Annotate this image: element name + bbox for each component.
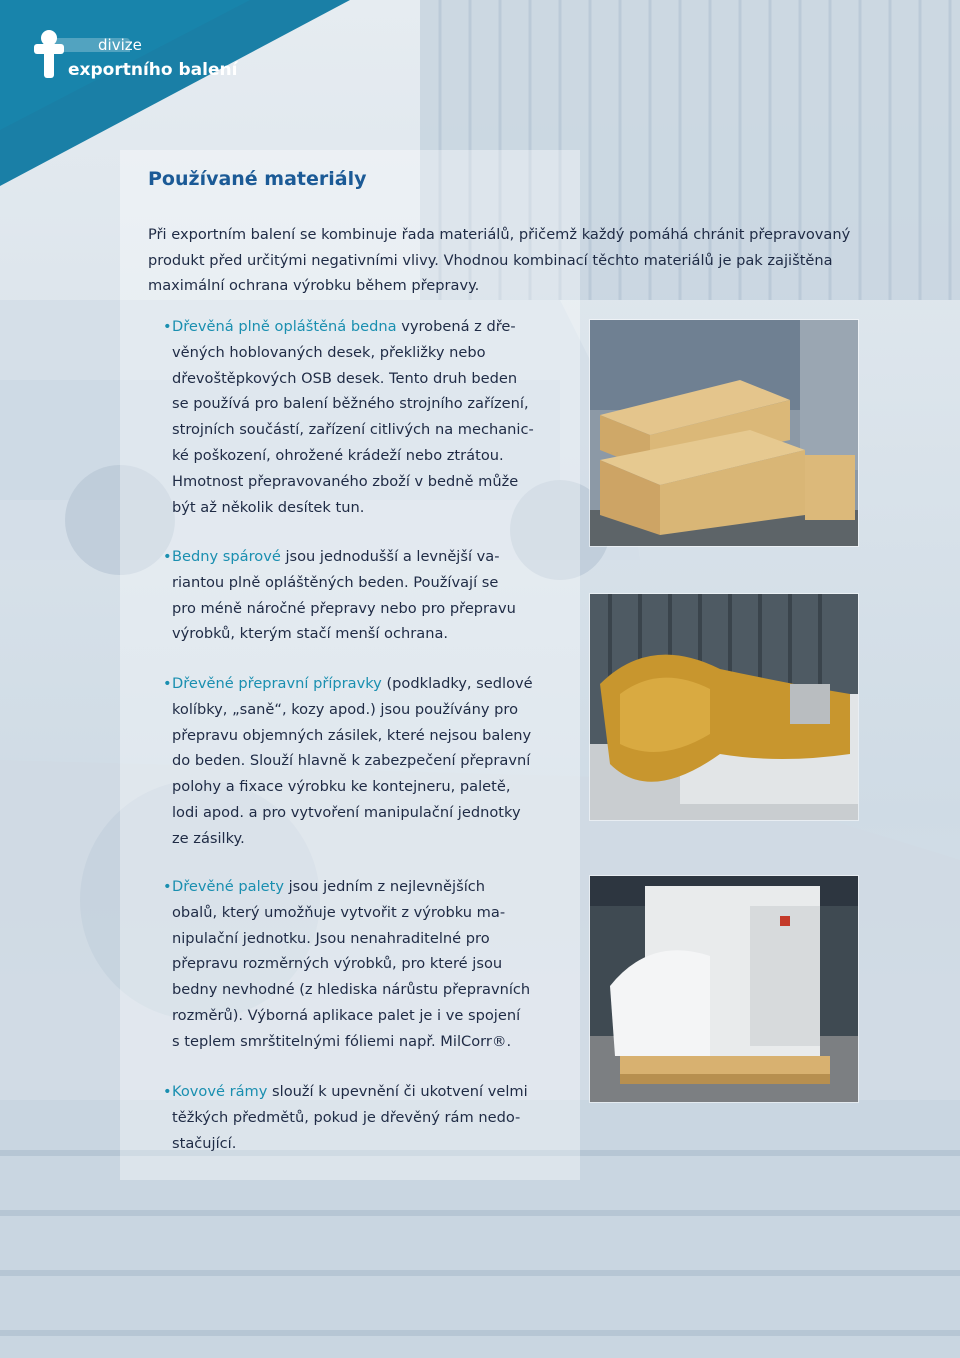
bullet-dot-icon: • — [163, 878, 172, 895]
bullet-osb-crate: • Dřevěná plně opláštěná bedna vyrobená z dře- věných hoblovaných desek, překližky nebo dřevoštěpkových OSB desek. Tento druh beden se používá pro balení běžného strojního zařízení, strojních součástí, zařízení citlivých na mechanic- ké poškození, ohrožené krádeží nebo ztrátou. Hmotnost přepravovaného zboží v bedně může být až několik desítek tun. — [172, 314, 552, 520]
bullet-highlight: Dřevěné přepravní přípravky — [172, 675, 382, 692]
bullet-wooden-pallets: • Dřevěné palety jsou jedním z nejlevnějších obalů, který umožňuje vytvořit z výrobku ma- nipulační jednotku. Jsou nenahraditelné pro přepravu rozměrných výrobků, pro které jsou bedny nevhodné (z hlediska nárůstu přepravních rozměrů). Výborná aplikace palet je i ve spojení s teplem smrštitelnými fóliemi např. MilCorr®. — [172, 874, 562, 1055]
bullet-highlight: Kovové rámy — [172, 1083, 268, 1100]
bullet-highlight: Dřevěné palety — [172, 878, 284, 895]
bullet-metal-frames: • Kovové rámy slouží k upevnění či ukotvení velmi těžkých předmětů, pokud je dřevěný rám nedo- stačující. — [172, 1079, 562, 1156]
bullet-highlight: Dřevěná plně opláštěná bedna — [172, 318, 397, 335]
brand-line1: divize — [98, 36, 142, 54]
bullet-slat-crate: • Bedny spárové jsou jednodušší a levnější va- riantou plně opláštěných beden. Používají se pro méně náročné přepravy nebo pro přepravu výrobků, kterým stačí menší ochrana. — [172, 544, 552, 647]
photo-osb-crates — [590, 320, 858, 546]
bullet-highlight: Bedny spárové — [172, 548, 281, 565]
bullet-dot-icon: • — [163, 318, 172, 335]
photo-wrapped-machine-pallet — [590, 876, 858, 1102]
photo-wrapped-shaft — [590, 594, 858, 820]
page-title: Používané materiály — [148, 168, 367, 190]
bullet-dot-icon: • — [163, 1083, 172, 1100]
bullet-wooden-fixtures: • Dřevěné přepravní přípravky (podkladky, sedlové kolíbky, „saně“, kozy apod.) jsou používány pro přepravu objemných zásilek, které nejsou baleny do beden. Slouží hlavně k zabezpečení přepravní polohy a fixace výrobku ke kontejneru, paletě, lodi apod. a pro vytvoření manipulační jednotky ze zásilky. — [172, 671, 562, 852]
bullet-dot-icon: • — [163, 675, 172, 692]
brand-line2: exportního balení — [68, 60, 238, 80]
division-logo — [34, 30, 264, 90]
bullet-dot-icon: • — [163, 548, 172, 565]
intro-paragraph: Při exportním balení se kombinuje řada materiálů, přičemž každý pomáhá chránit přepravovaný produkt před určitými negativními vlivy. Vhodnou kombinací těchto materiálů je pak zajištěna maximální ochrana výrobku během přepravy. — [148, 226, 851, 294]
